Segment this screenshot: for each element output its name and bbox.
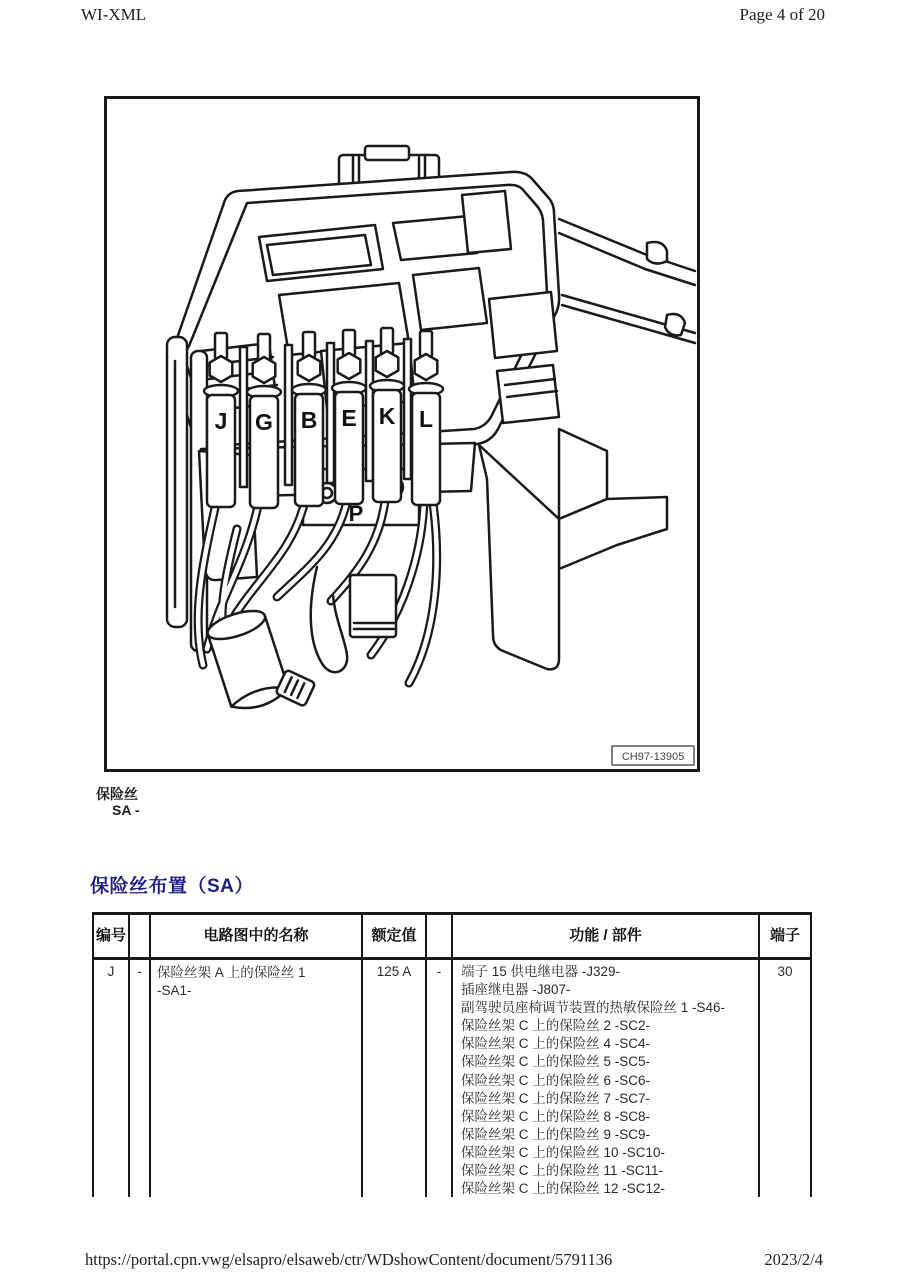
fuse-name-line: -SA1- xyxy=(157,983,192,998)
col-header-function: 功能 / 部件 xyxy=(453,915,760,960)
function-line: 保险丝架 C 上的保险丝 11 -SC11- xyxy=(461,1163,664,1179)
terminal-label-j: J xyxy=(214,408,228,434)
function-line: 保险丝架 C 上的保险丝 12 -SC12- xyxy=(461,1181,666,1197)
footer-date: 2023/2/4 xyxy=(764,1250,823,1269)
function-line: 保险丝架 C 上的保险丝 7 -SC7- xyxy=(461,1090,651,1106)
function-line: 保险丝架 C 上的保险丝 4 -SC4- xyxy=(461,1036,651,1052)
fuse-box-figure-frame xyxy=(104,96,700,772)
function-line: 插座继电器 -J807- xyxy=(461,982,571,998)
cell-dash-1: - xyxy=(130,960,151,1197)
header-doc-type: WI-XML xyxy=(81,5,147,24)
line-art xyxy=(167,146,695,765)
function-line: 端子 15 供电继电器 -J329- xyxy=(461,964,621,979)
cell-rating: 125 A xyxy=(363,960,427,1197)
figure-caption-title: 保险丝 xyxy=(96,786,138,802)
terminal-label-e: E xyxy=(341,405,357,431)
col-header-name: 电路图中的名称 xyxy=(151,915,363,960)
col-header-blank2 xyxy=(427,915,453,960)
footer-url: https://portal.cpn.vwg/elsapro/elsaweb/ctr/WDshowContent/document/5791136 xyxy=(85,1250,613,1269)
p-label: P xyxy=(348,501,364,526)
section-title: 保险丝布置（SA） xyxy=(90,876,254,897)
figure-caption-code: SA - xyxy=(112,802,140,818)
terminal-label-g: G xyxy=(255,409,273,435)
terminal-label-k: K xyxy=(378,403,396,429)
cell-fuse-id: J xyxy=(94,960,130,1197)
figure-ref-code: CH97-13905 xyxy=(621,751,685,763)
terminal-label-b: B xyxy=(300,407,318,433)
function-line: 保险丝架 C 上的保险丝 2 -SC2- xyxy=(461,1018,651,1034)
function-line: 保险丝架 C 上的保险丝 8 -SC8- xyxy=(461,1108,651,1124)
function-line: 保险丝架 C 上的保险丝 9 -SC9- xyxy=(461,1126,651,1142)
function-line: 保险丝架 C 上的保险丝 5 -SC5- xyxy=(461,1054,651,1070)
fuse-assignment-table xyxy=(92,912,812,1197)
col-header-number: 编号 xyxy=(94,915,130,960)
fuse-box-diagram xyxy=(107,99,697,769)
fuse-name-line: 保险丝架 A 上的保险丝 1 xyxy=(157,965,306,980)
cell-functions xyxy=(453,960,760,1197)
cell-terminal: 30 xyxy=(760,960,812,1197)
function-line: 保险丝架 C 上的保险丝 6 -SC6- xyxy=(461,1072,651,1088)
function-line: 保险丝架 C 上的保险丝 10 -SC10- xyxy=(461,1144,666,1160)
cell-fuse-name xyxy=(151,960,363,1197)
terminal-label-l: L xyxy=(418,406,434,432)
function-line: 副驾驶员座椅调节装置的热敏保险丝 1 -S46- xyxy=(461,1000,726,1016)
header-page-number: Page 4 of 20 xyxy=(739,5,825,24)
col-header-blank1 xyxy=(130,915,151,960)
cell-dash-2: - xyxy=(427,960,453,1197)
col-header-rating: 额定值 xyxy=(363,915,427,960)
col-header-terminal: 端子 xyxy=(760,915,812,960)
